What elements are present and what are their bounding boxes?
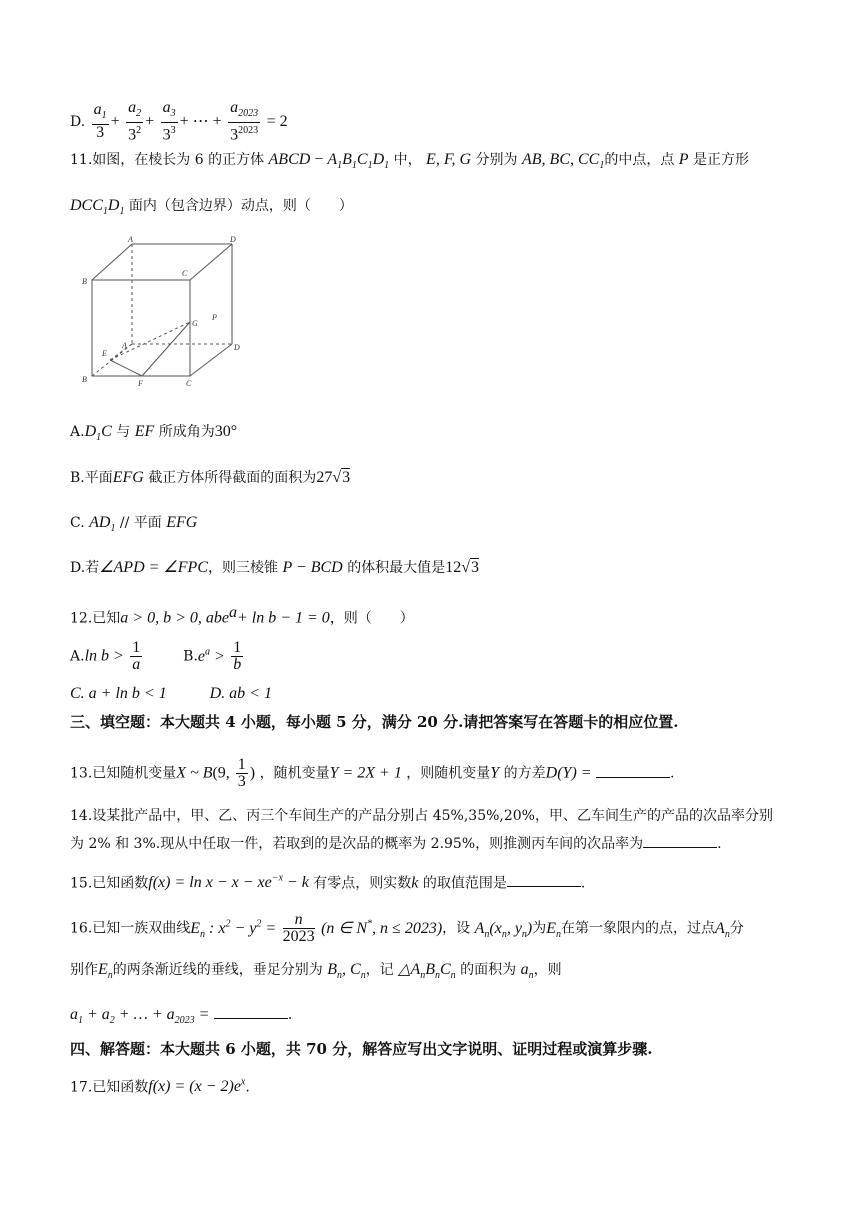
label-b1: B xyxy=(82,277,87,286)
q12-stem: 12.已知a > 0, b > 0, abe$^a$+ ln b − 1 = 0，则（ ） xyxy=(70,604,414,627)
label-a: A xyxy=(122,341,127,350)
q11-option-b: B.平面EFG 截正方体所得截面的面积为27√3 xyxy=(70,469,351,486)
label-d1: D xyxy=(230,235,236,244)
cube-figure xyxy=(70,232,250,392)
q11-stem-line1: 11.如图，在棱长为 6 的正方体 ABCD − $A_1B_1C_1D_1$ 中， E, F, G 分别为 AB, BC, $CC_1$的中点，点 P 是正方形 xyxy=(70,151,750,172)
q11-option-a: $A.D_1C$ 与 EF 所成角为30° xyxy=(70,423,238,444)
section-4-heading: 四、解答题：本大题共 6 小题，共 70 分，解答应写出文字说明、证明过程或演算步骤. xyxy=(70,1040,653,1058)
section-3-heading: 三、填空题：本大题共 4 小题，每小题 5 分，满分 20 分.请把答案写在答题卡的相应位置. xyxy=(70,713,679,731)
label-c: C xyxy=(186,379,192,388)
q13: 13.已知随机变量X ~ B(9, $\frac{1}{3}$ ) ，随机变量Y = 2X + 1 ，则随机变量Y 的方差D(Y) = . xyxy=(70,756,675,790)
q12-options-cd: C. a + ln b < 1 D. ab < 1 xyxy=(70,685,272,702)
q16-line1: 16.已知一族双曲线$E_n$ : $x^2 - y^2$ = $\frac{n}{2023}$ (n ∈ N*, n ≤ 2023)，设 $A_n(x_n$, $y_n$)为$E_n$在第一象限内的点，过点$A_n$分 xyxy=(70,911,744,945)
q11-option-d: D.若∠APD = ∠FPC，则三棱锥 P − BCD 的体积最大值是12√3 xyxy=(70,559,479,576)
label-b: B xyxy=(82,375,87,384)
q10-option-d: D. $\frac{a_1}{3}$ + $\frac{a_2}{3^2}$ + $\frac{a_3}{3^3}$ + ⋯ + $\frac{a_{2023}}{3^{2023}}$ = 2 xyxy=(70,99,288,144)
q14-line2: 为 2% 和 3%.现从中任取一件，若取到的是次品的概率为 2.95%，则推测丙车间的次品率为 . xyxy=(70,833,722,854)
q12-options-ab: A.ln b > $\frac{1}{a}$ $B.e^a$ > $\frac{1}{b}$ xyxy=(70,639,242,673)
q16-line2: 别作$E_n$的两条渐近线的垂线，垂足分别为 $B_n$, $C_n$，记 $\triangle A_nB_nC_n$ 的面积为 $a_n$，则 xyxy=(70,961,562,982)
label-g: G xyxy=(192,319,198,328)
label-c1: C xyxy=(182,269,188,278)
label-e: E xyxy=(102,349,107,358)
label-p: P xyxy=(212,313,217,322)
q11-option-c: C. $AD_1$ // 平面 EFG xyxy=(70,514,198,535)
label-a1: A xyxy=(128,235,133,244)
label-d: D xyxy=(234,343,240,352)
q17: 17.已知函数$f(x) = (x - 2)e^x$. xyxy=(70,1077,250,1096)
q16-line3: $a_1 + a_2$ + … + $a_{2023}$ = . xyxy=(70,1006,293,1027)
q14-line1: 14.设某批产品中，甲、乙、丙三个车间生产的产品分别占 45%,35%,20%，甲、乙车间生产的产品的次品率分别 xyxy=(70,808,773,824)
q15: 15.已知函数$f(x) = \ln x - x - xe^{-x} - k$ 有零点，则实数k 的取值范围是 . xyxy=(70,873,586,892)
label-f: F xyxy=(138,379,143,388)
q11-stem-line2: $DCC_1D_1$ 面内（包含边界）动点，则（ ） xyxy=(70,197,353,218)
